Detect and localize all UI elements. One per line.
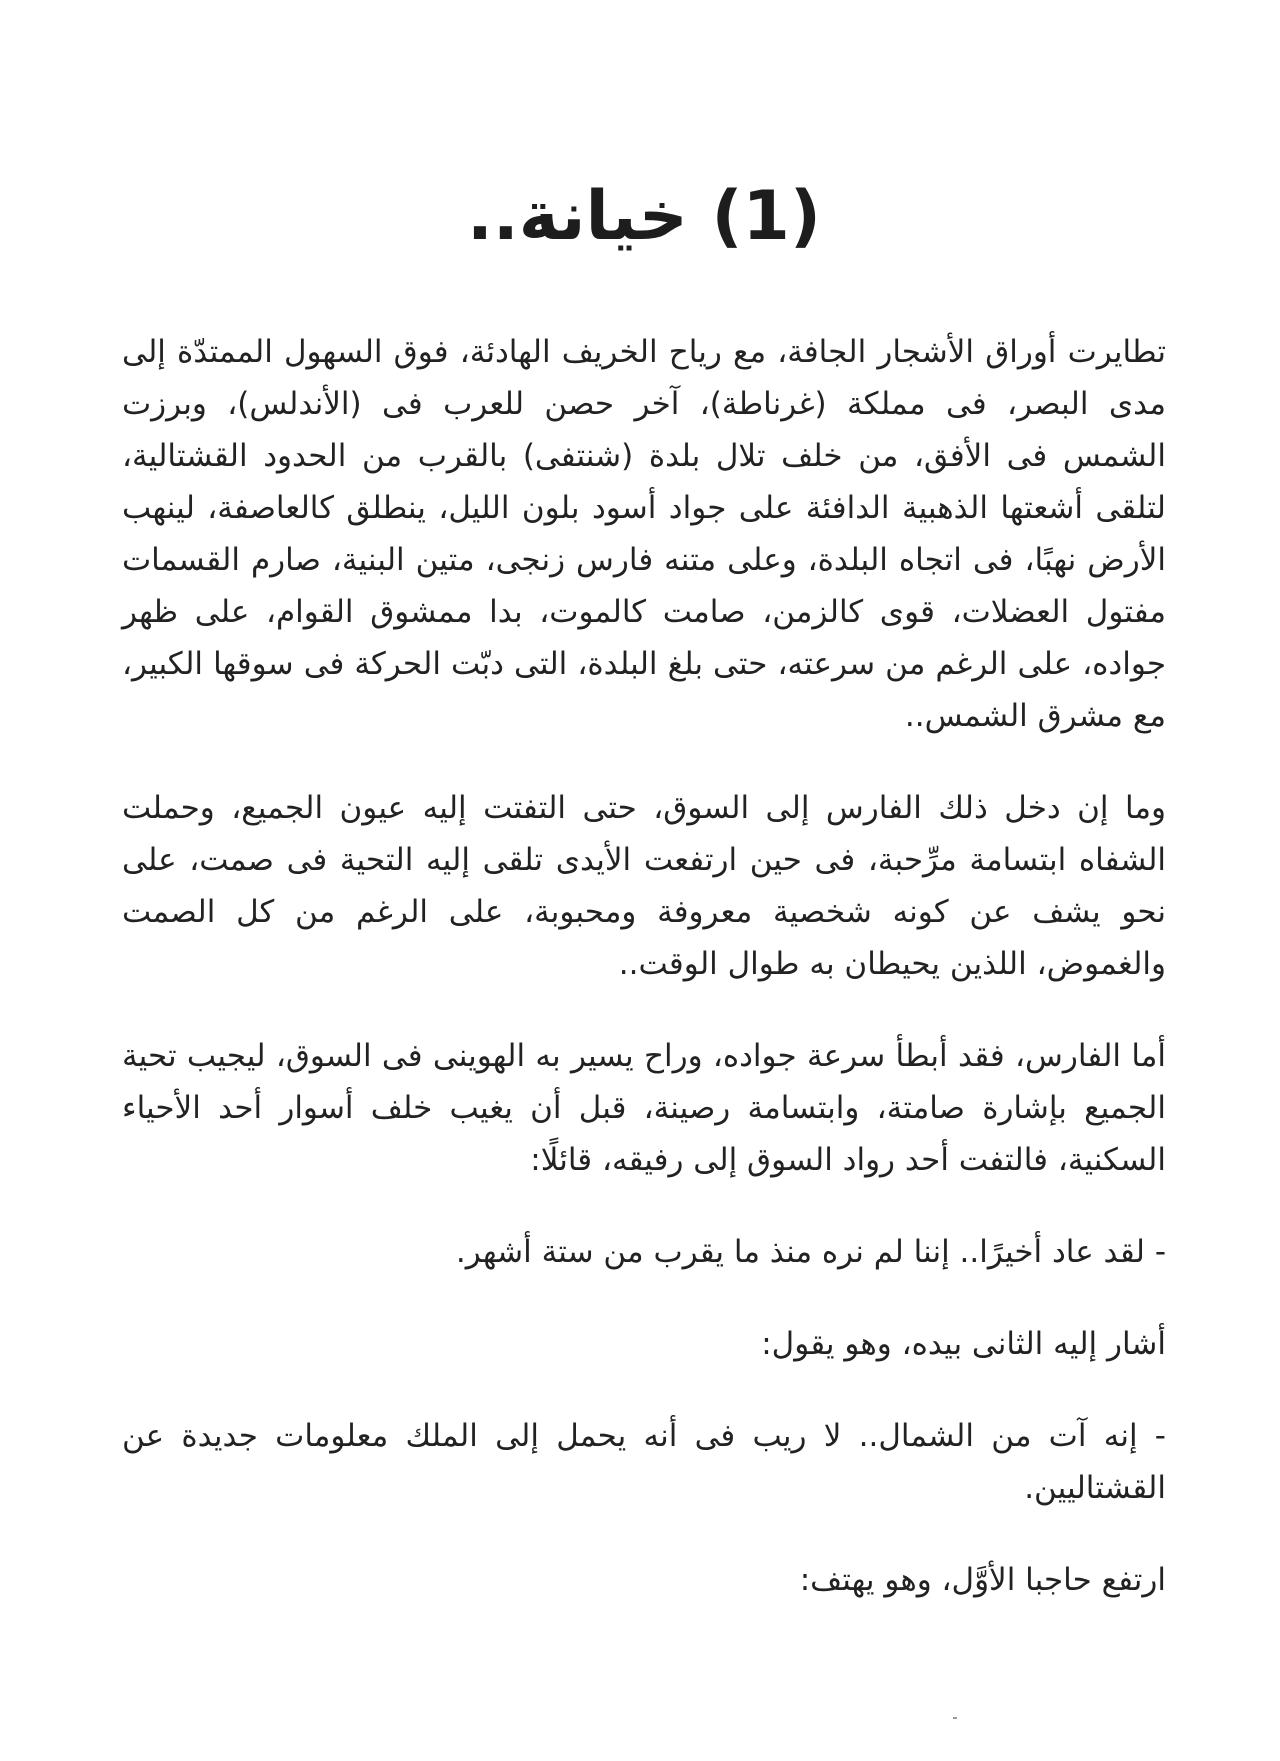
paragraph-3: أما الفارس، فقد أبطأ سرعة جواده، وراح يسير به الهوينى فى السوق، ليجيب تحية الجميع بإشارة صامتة، وابتسامة رصينة، قبل أن يغيب خلف أسوار أحد الأحياء السكنية، فالتفت أحد رواد السوق إلى رفيقه، قائلًا: [122,1038,1166,1178]
paragraph-4: أشار إليه الثانى بيده، وهو يقول: [761,1326,1166,1362]
paragraph-5: ارتفع حاجبا الأوَّل، وهو يهتف: [799,1562,1166,1598]
chapter-title: (1) خيانة.. [467,177,821,256]
paragraph-2: وما إن دخل ذلك الفارس إلى السوق، حتى التفتت إليه عيون الجميع، وحملت الشفاه ابتسامة مرِّحبة، فى حين ارتفعت الأيدى تلقى إليه التحية فى صمت، على نحو يشف عن كونه شخصية معروفة ومحبوبة، على الرغم من كل الصمت والغموض، اللذين يحيطان به طوال الوقت.. [122,790,1166,982]
dialogue-line-2: - إنه آت من الشمال.. لا ريب فى أنه يحمل إلى الملك معلومات جديدة عن القشتاليين. [122,1418,1166,1506]
chapter-body [122,326,1166,1606]
paragraph-1: تطايرت أوراق الأشجار الجافة، مع رياح الخريف الهادئة، فوق السهول الممتدّة إلى مدى البصر، فى مملكة (غرناطة)، آخر حصن للعرب فى (الأندلس)، وبرزت الشمس فى الأفق، من خلف تلال بلدة (شنتفى) بالقرب من الحدود القشتالية، لتلقى أشعتها الذهبية الدافئة على جواد أسود بلون الليل، ينطلق كالعاصفة، لينهب الأرض نهبًا، فى اتجاه البلدة، وعلى متنه فارس زنجى، متين البنية، صارم القسمات مفتول العضلات، قوى كالزمن، صامت كالموت، بدا ممشوق القوام، على ظهر جواده، على الرغم من سرعته، حتى بلغ البلدة، التى دبّت الحركة فى سوقها الكبير، مع مشرق الشمس.. [122,334,1166,734]
dialogue-line-1: - لقد عاد أخيرًا.. إننا لم نره منذ ما يقرب من ستة أشهر. [455,1234,1166,1270]
page-speck [953,1717,957,1719]
